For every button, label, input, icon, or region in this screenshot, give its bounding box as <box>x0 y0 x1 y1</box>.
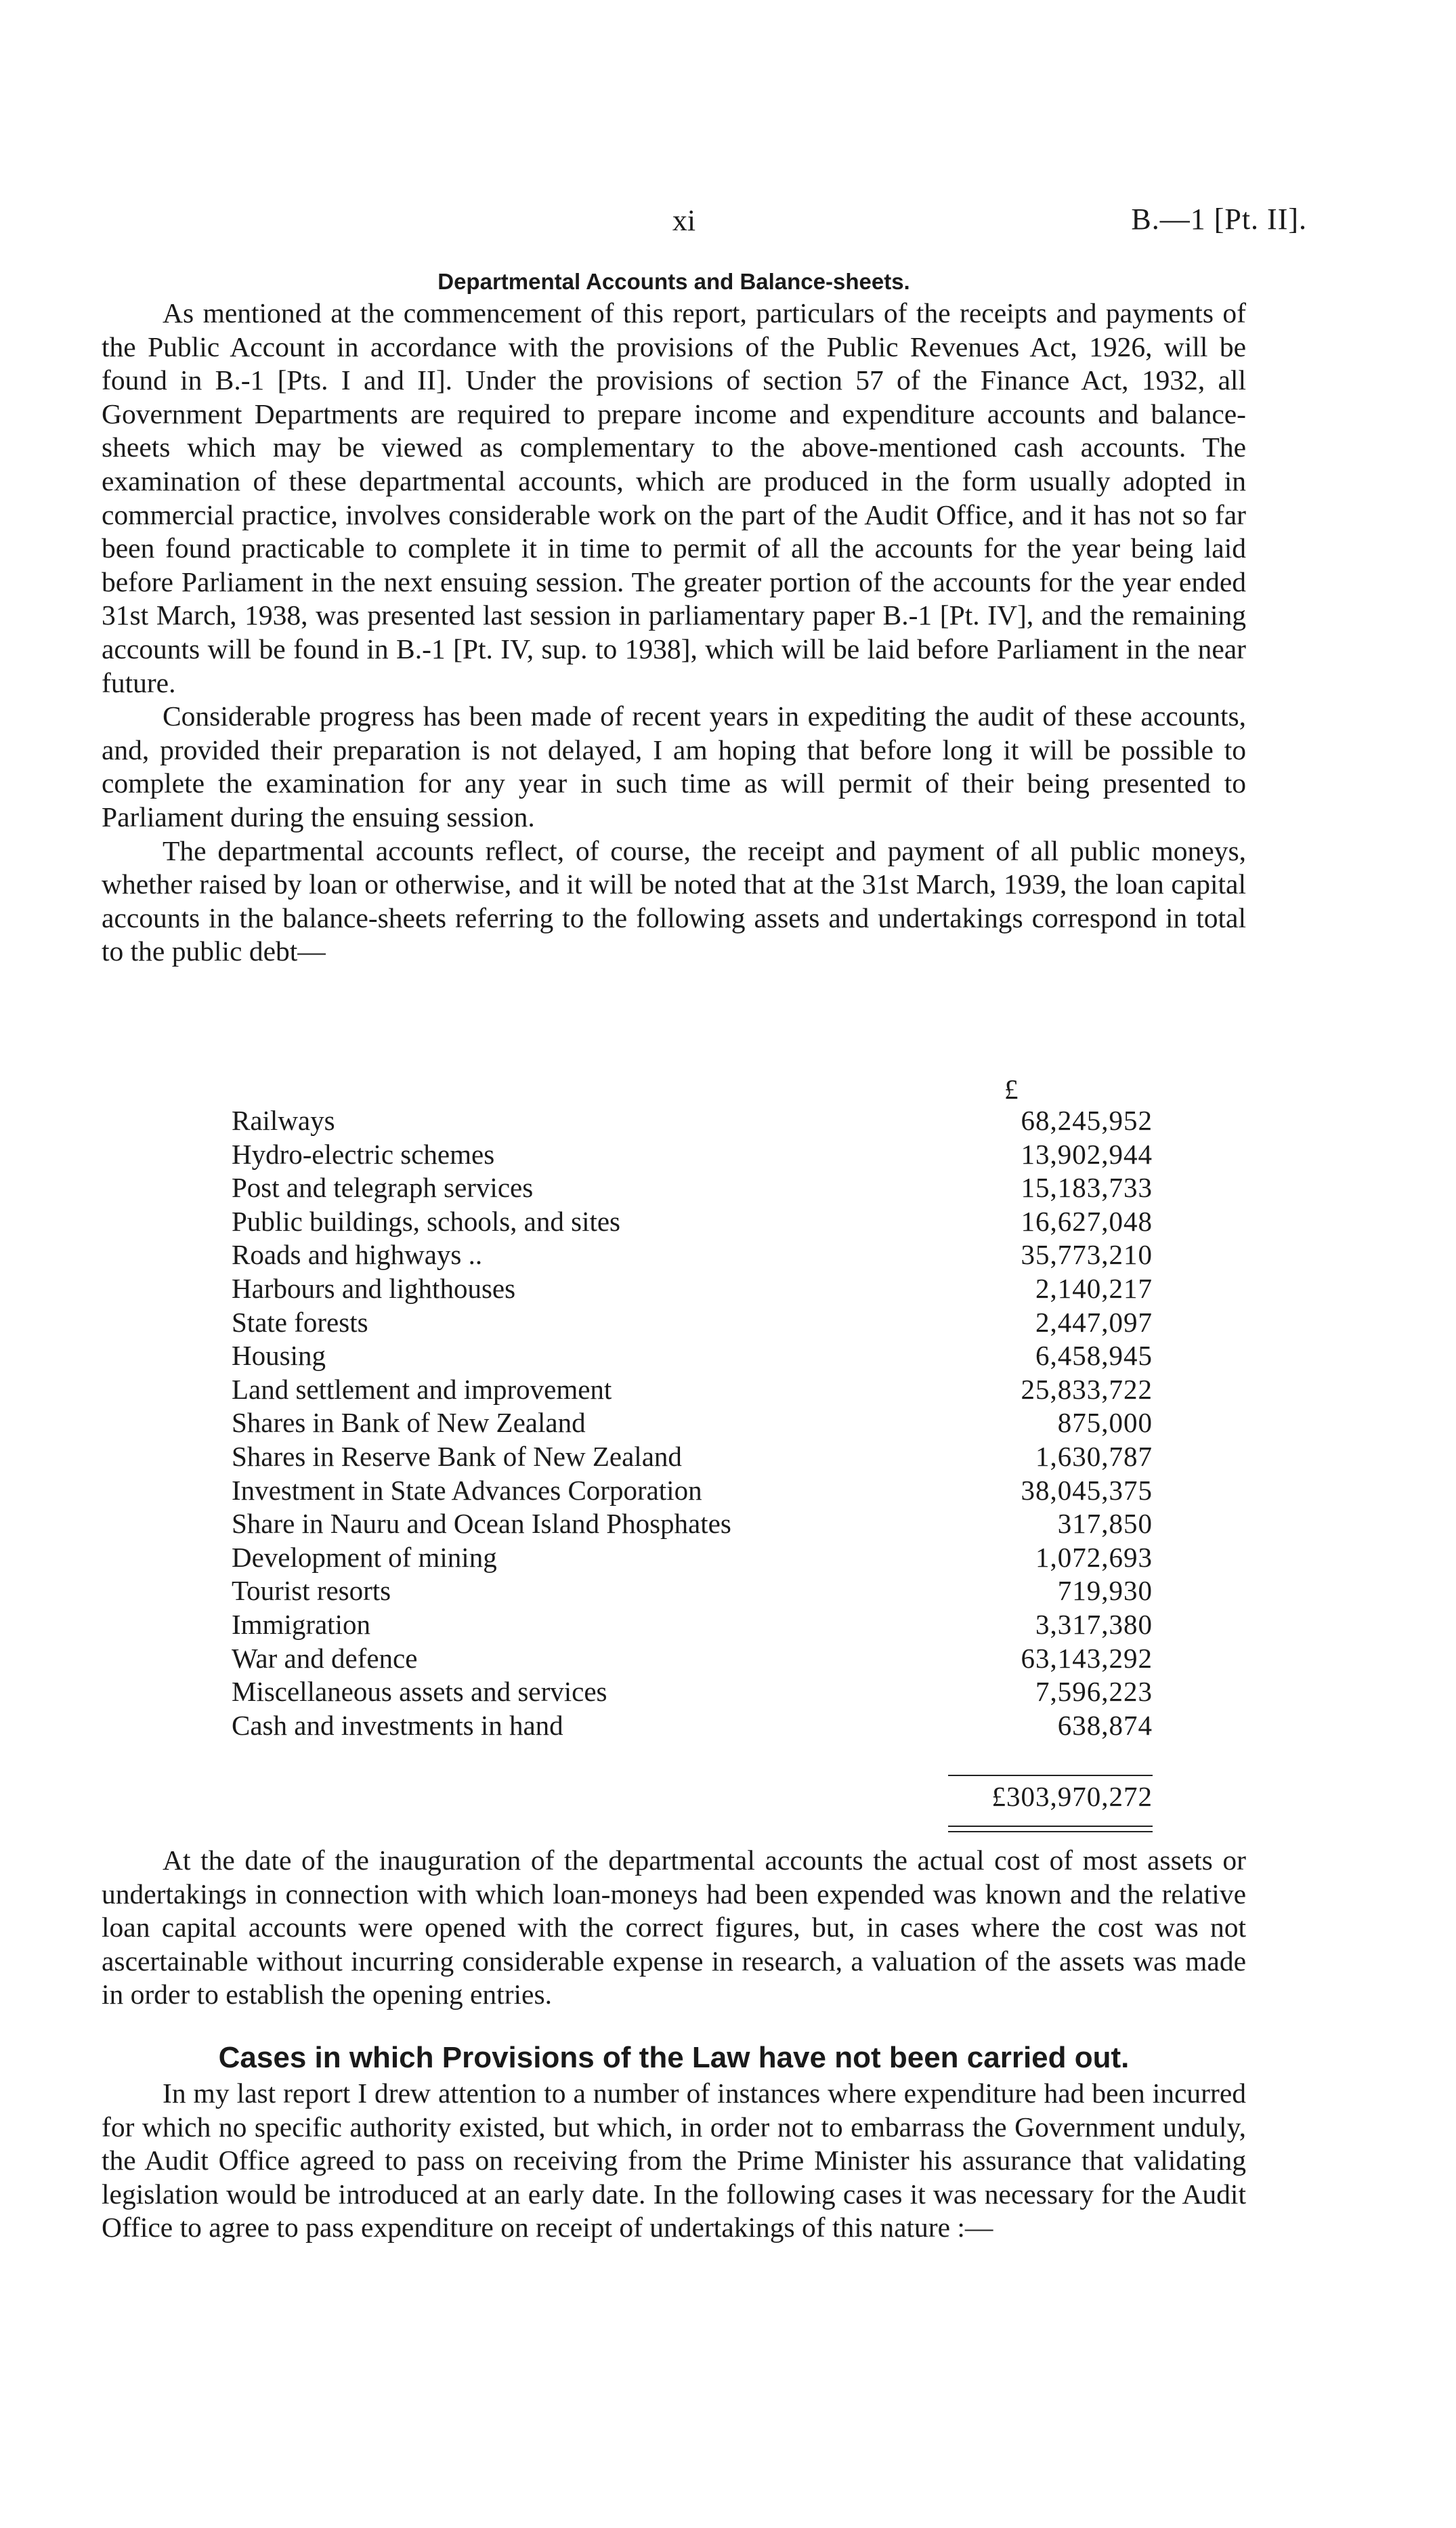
table-row <box>232 1474 1153 1508</box>
table-row <box>232 1339 1153 1373</box>
assets-table <box>232 1104 1153 1742</box>
table-row <box>232 1608 1153 1642</box>
table-row <box>232 1373 1153 1407</box>
paragraph: In my last report I drew attention to a number of instances where expenditure had been incurred for which no specific authority existed, but which, in order not to embarrass the Government unduly, the Audit Office agreed to pass on receiving from the Prime Minister his assurance that validating legislation would be introduced at an early date. In the following cases it was necessary for the Audit Office to agree to pass expenditure on receipt of undertakings of this nature :— <box>102 2078 1246 2243</box>
asset-label: War and defence <box>232 1642 418 1674</box>
table-row <box>232 1104 1153 1138</box>
asset-value: 2,140,217 <box>1035 1272 1153 1304</box>
table-row <box>232 1541 1153 1575</box>
paragraph: At the date of the inauguration of the departmental accounts the actual cost of most assets or undertakings in connection with which loan-moneys had been expended was known and the relative loan capital accounts were opened with the correct figures, but, in cases where the cost was not ascertainable without incurring considerable expense in research, a valuation of the assets was made in order to establish the opening entries. <box>102 1845 1246 2010</box>
table-row <box>232 1306 1153 1340</box>
asset-label: Land settlement and improvement <box>232 1373 612 1405</box>
asset-value: 15,183,733 <box>1021 1172 1153 1204</box>
asset-label: Tourist resorts <box>232 1575 391 1607</box>
table-row <box>232 1642 1153 1676</box>
table-row <box>232 1406 1153 1440</box>
asset-label: State forests <box>232 1306 368 1338</box>
table-row <box>232 1440 1153 1474</box>
paragraph: The departmental accounts reflect, of course, the receipt and payment of all public moneys, whether raised by loan or otherwise, and it will be noted that at the 31st March, 1939, the loan capital accounts in the balance-sheets referring to the following assets and undertakings correspond in total to the public debt— <box>102 835 1246 967</box>
asset-label: Post and telegraph services <box>232 1172 534 1204</box>
document-reference: B.—1 [Pt. II]. <box>1131 203 1307 236</box>
asset-label: Hydro-electric schemes <box>232 1138 495 1170</box>
total-double-rule-bottom <box>948 1831 1153 1832</box>
asset-label: Investment in State Advances Corporation <box>232 1474 702 1506</box>
asset-value: 63,143,292 <box>1021 1642 1153 1674</box>
asset-label: Shares in Reserve Bank of New Zealand <box>232 1440 682 1472</box>
asset-value: 16,627,048 <box>1021 1205 1153 1237</box>
intro-text <box>102 297 1246 969</box>
asset-value: 7,596,223 <box>1035 1676 1153 1708</box>
asset-label: Railways <box>232 1105 335 1136</box>
asset-value: 38,045,375 <box>1021 1474 1153 1506</box>
asset-value: 638,874 <box>1057 1709 1153 1741</box>
asset-label: Miscellaneous assets and services <box>232 1676 607 1708</box>
table-row <box>232 1238 1153 1272</box>
table-row <box>232 1138 1153 1172</box>
paragraph: Considerable progress has been made of recent years in expediting the audit of these accounts, and, provided their preparation is not delayed, I am hoping that before long it will be possible to complete the examination for any year in such time as will permit of their being presented to Parliament during the ensuing session. <box>102 700 1246 833</box>
page-number: xi <box>672 204 696 237</box>
asset-value: 1,630,787 <box>1035 1440 1153 1472</box>
asset-value: 875,000 <box>1057 1407 1153 1439</box>
asset-value: 3,317,380 <box>1035 1608 1153 1640</box>
asset-label: Public buildings, schools, and sites <box>232 1205 620 1237</box>
asset-label: Shares in Bank of New Zealand <box>232 1407 586 1439</box>
closing-text <box>102 1844 1246 2012</box>
asset-value: 6,458,945 <box>1035 1340 1153 1372</box>
total-double-rule-top <box>948 1826 1153 1827</box>
table-row <box>232 1675 1153 1709</box>
asset-value: 2,447,097 <box>1035 1306 1153 1338</box>
currency-column-header: £ <box>1004 1074 1019 1105</box>
table-row <box>232 1574 1153 1608</box>
asset-value: 719,930 <box>1057 1575 1153 1607</box>
section2-text <box>102 2077 1246 2245</box>
asset-label: Cash and investments in hand <box>232 1709 563 1741</box>
asset-value: 68,245,952 <box>1021 1105 1153 1136</box>
asset-value: 13,902,944 <box>1021 1138 1153 1170</box>
paragraph: As mentioned at the commencement of this report, particulars of the receipts and payments of the Public Account in accordance with the provisions of the Public Revenues Act, 1926, will be found in B.-1 [Pts. I and II]. Under the provisions of section 57 of the Finance Act, 1932, all Government Departments are required to prepare income and expenditure accounts and balance-sheets which may be viewed as complementary to the above-mentioned cash accounts. The examination of these departmental accounts, which are produced in the form usually adopted in commercial practice, involves considerable work on the part of the Audit Office, and it has not so far been found practicable to complete it in time to permit of all the accounts for the year being laid before Parliament in the next ensuing session. The greater portion of the accounts for the year ended 31st March, 1938, was presented last session in parliamentary paper B.-1 [Pt. IV], and the remaining accounts will be found in B.-1 [Pt. IV, sup. to 1938], which will be laid before Parliament in the near future. <box>102 297 1246 698</box>
subtotal-rule <box>948 1775 1153 1776</box>
asset-value: 35,773,210 <box>1021 1239 1153 1271</box>
asset-label: Development of mining <box>232 1541 497 1573</box>
asset-value: 317,850 <box>1057 1508 1153 1540</box>
asset-label: Roads and highways .. <box>232 1239 483 1271</box>
table-row <box>232 1272 1153 1306</box>
section-heading-law-not-carried-out: Cases in which Provisions of the Law have not been carried out. <box>218 2041 1130 2074</box>
asset-label: Share in Nauru and Ocean Island Phosphates <box>232 1508 731 1540</box>
table-row <box>232 1205 1153 1239</box>
table-row <box>232 1171 1153 1205</box>
asset-label: Housing <box>232 1340 326 1372</box>
asset-label: Harbours and lighthouses <box>232 1272 516 1304</box>
asset-label: Immigration <box>232 1608 370 1640</box>
table-row <box>232 1709 1153 1743</box>
asset-value: 25,833,722 <box>1021 1373 1153 1405</box>
section-heading-departmental-accounts: Departmental Accounts and Balance-sheets. <box>437 269 910 294</box>
asset-value: 1,072,693 <box>1035 1541 1153 1573</box>
table-row <box>232 1507 1153 1541</box>
total-value: £303,970,272 <box>991 1781 1153 1812</box>
